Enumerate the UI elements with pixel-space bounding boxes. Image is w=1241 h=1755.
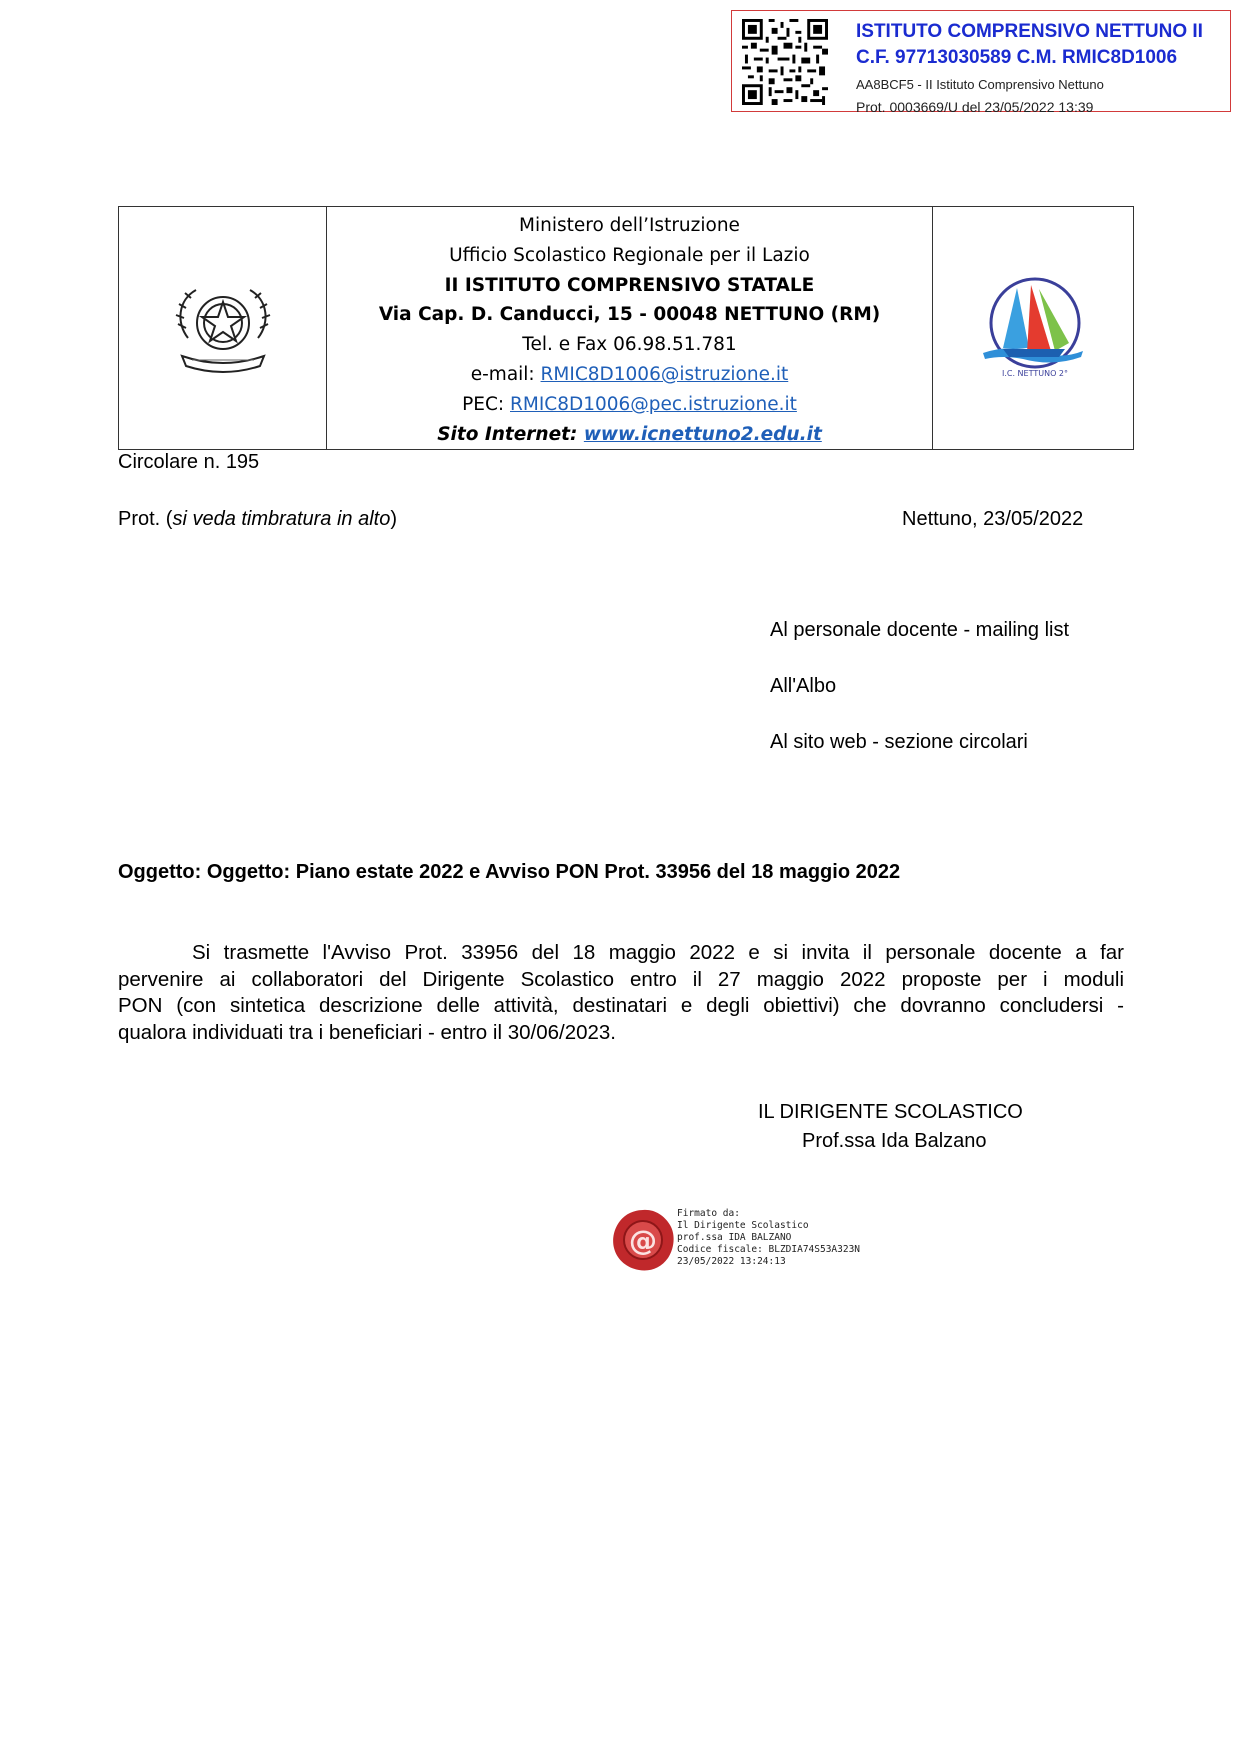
body-line: qualora individuati tra i beneficiari - entro il 30/06/2023.: [118, 1020, 616, 1044]
signature-title: IL DIRIGENTE SCOLASTICO: [758, 1101, 1023, 1123]
letterhead-table: [118, 206, 1134, 450]
body-line: PON (con sintetica descrizione delle attività, destinatari e degli obiettivi) che dovranno concludersi -: [118, 994, 1124, 1017]
prot-prefix: Prot. (: [118, 508, 173, 530]
italian-republic-emblem-icon: [168, 278, 278, 378]
stamp-institute: ISTITUTO COMPRENSIVO NETTUNO II: [856, 21, 1203, 42]
prot-suffix: ): [390, 508, 398, 530]
subject-line: Oggetto: Oggetto: Piano estate 2022 e Avviso PON Prot. 33956 del 18 maggio 2022: [118, 861, 901, 883]
circular-number: Circolare n. 195: [118, 451, 260, 473]
logo-caption: I.C. NETTUNO 2°: [1001, 369, 1069, 378]
prot-italic: si veda timbratura in alto: [172, 508, 391, 530]
website-link[interactable]: www.icnettuno2.edu.it: [583, 423, 822, 445]
digital-signature-line: 23/05/2022 13:24:13: [677, 1256, 786, 1267]
email-link[interactable]: RMIC8D1006@istruzione.it: [540, 363, 789, 385]
school-address: Via Cap. D. Canducci, 15 - 00048 NETTUNO (RM): [378, 304, 881, 326]
digital-signature-line: Il Dirigente Scolastico: [677, 1220, 809, 1231]
digital-signature-line: prof.ssa IDA BALZANO: [677, 1232, 792, 1243]
pec-label: PEC:: [462, 393, 510, 415]
pec-link[interactable]: RMIC8D1006@pec.istruzione.it: [510, 393, 797, 415]
letterhead-right-cell: [933, 207, 1133, 449]
email-label: e-mail:: [470, 363, 541, 385]
letterhead-left-cell: [119, 207, 327, 449]
stamp-aoo: AA8BCF5 - II Istituto Comprensivo Nettuno: [856, 77, 1104, 92]
protocol-reference: [118, 508, 397, 531]
place-date: Nettuno, 23/05/2022: [902, 508, 1084, 530]
qr-code-icon: [742, 19, 828, 105]
recipient-item: Al personale docente - mailing list: [770, 619, 1070, 641]
pec-row: [327, 390, 932, 420]
recipient-item: Al sito web - sezione circolari: [770, 731, 1028, 753]
school-name: II ISTITUTO COMPRENSIVO STATALE: [444, 274, 815, 296]
regional-office: Ufficio Scolastico Regionale per il Lazio: [449, 244, 810, 266]
ministry-name: Ministero dell’Istruzione: [519, 215, 740, 236]
digital-signature-line: Firmato da:: [677, 1208, 740, 1219]
letterhead-text: [327, 207, 933, 449]
school-phone: Tel. e Fax 06.98.51.781: [522, 334, 737, 356]
stamp-codes: C.F. 97713030589 C.M. RMIC8D1006: [856, 47, 1178, 68]
website-label: Sito Internet:: [437, 423, 584, 445]
email-row: [327, 360, 932, 390]
signature-name: Prof.ssa Ida Balzano: [802, 1130, 987, 1152]
body-paragraph: [118, 940, 1124, 1046]
school-sailboat-logo-icon: [973, 273, 1093, 383]
digital-signature-line: Codice fiscale: BLZDIA74S53A323N: [677, 1244, 861, 1255]
digital-signature-info: [677, 1208, 860, 1268]
stamp-protocol: Prot. 0003669/U del 23/05/2022 13:39: [856, 99, 1094, 115]
wax-seal-at-icon: [610, 1207, 676, 1273]
body-line: pervenire ai collaboratori del Dirigente Scolastico entro il 27 maggio 2022 proposte per i moduli: [118, 967, 1124, 991]
svg-text:@: @: [629, 1224, 657, 1257]
recipient-item: All'Albo: [770, 675, 837, 697]
website-row: [327, 420, 932, 450]
protocol-stamp: [731, 10, 1231, 115]
body-line: Si trasmette l'Avviso Prot. 33956 del 18 maggio 2022 e si invita il personale docente a far: [192, 941, 1124, 964]
